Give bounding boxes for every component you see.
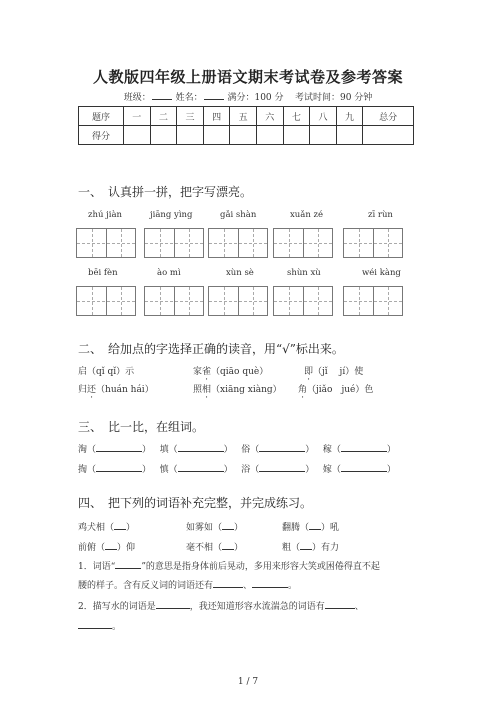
reading-options[interactable]: （jiǎo jué）色	[307, 385, 374, 395]
answer-blank[interactable]	[259, 442, 305, 452]
writing-box[interactable]	[76, 286, 136, 316]
answer-blank[interactable]	[222, 540, 234, 550]
answer-blank[interactable]	[115, 559, 141, 569]
answer-blank[interactable]	[114, 520, 126, 530]
question-text: 2．描写水的词语是	[78, 602, 156, 612]
dotted-char: 还	[87, 385, 97, 395]
question-text: 。	[112, 622, 122, 632]
answer-blank[interactable]	[105, 540, 117, 550]
question-1-line-1	[78, 559, 380, 572]
idiom-text: ）仰	[117, 543, 136, 553]
idiom-text: ）吼	[321, 523, 340, 533]
score-col-header: 六	[256, 107, 283, 126]
paren-close: ）	[386, 445, 396, 455]
idiom-text: ）	[234, 543, 244, 553]
pinyin: zhú jiàn	[88, 210, 123, 220]
class-blank	[152, 90, 172, 100]
section-instruction: 比一比，在组词。	[108, 420, 205, 434]
writing-box[interactable]	[273, 286, 333, 316]
idiom-item	[282, 540, 339, 553]
answer-blank[interactable]	[78, 619, 112, 629]
paren-close: ）	[386, 465, 396, 475]
score-col-header: 总分	[363, 107, 414, 126]
score-row-label: 得分	[79, 126, 124, 145]
score-col-header: 九	[336, 107, 363, 126]
score-col-header: 五	[230, 107, 257, 126]
idiom-text: ）有力	[312, 543, 340, 553]
score-cell[interactable]	[203, 126, 230, 145]
page-title: 人教版四年级上册语文期末考试卷及参考答案	[92, 68, 403, 86]
section-2-heading	[78, 340, 344, 357]
dotted-char: 相	[202, 385, 212, 395]
question-text: 、	[354, 602, 364, 612]
answer-blank[interactable]	[96, 442, 142, 452]
pinyin: wéi kàng	[362, 268, 401, 278]
idiom-text: 毫不相（	[186, 543, 223, 553]
exam-info	[0, 90, 496, 103]
score-col-header: 八	[310, 107, 337, 126]
char-label: 浴（	[241, 465, 260, 475]
name-blank	[204, 90, 224, 100]
full-score: 满分：100 分	[227, 93, 284, 103]
guide-line	[274, 301, 332, 302]
word-char: 归	[78, 385, 88, 395]
guide-line	[274, 243, 332, 244]
score-cell[interactable]	[336, 126, 363, 145]
question-1-line-2	[78, 578, 297, 591]
reading-item	[78, 364, 134, 377]
pinyin: ào mì	[157, 268, 181, 278]
score-table-score-row	[79, 126, 414, 145]
answer-blank[interactable]	[341, 462, 387, 472]
score-col-header: 三	[177, 107, 204, 126]
guide-line	[77, 243, 135, 244]
answer-blank[interactable]	[178, 462, 224, 472]
score-cell[interactable]	[150, 126, 177, 145]
section-number: 二、	[78, 342, 103, 356]
section-number: 一、	[78, 185, 103, 199]
section-number: 四、	[78, 496, 103, 510]
reading-options[interactable]: （jǐ jí）使	[313, 367, 364, 377]
question-2-line-1	[78, 599, 364, 612]
writing-box[interactable]	[76, 228, 136, 258]
paren-close: ）	[223, 465, 233, 475]
answer-blank[interactable]	[178, 442, 224, 452]
score-col-header: 题序	[79, 107, 124, 126]
idiom-item	[186, 520, 243, 533]
name-label: 姓名：	[175, 93, 203, 103]
pinyin: gǎi shàn	[220, 210, 257, 220]
writing-box[interactable]	[273, 228, 333, 258]
pinyin: shùn xù	[287, 268, 321, 278]
writing-box[interactable]	[343, 228, 403, 258]
answer-blank[interactable]	[325, 599, 355, 609]
exam-time: 考试时间：90 分钟	[294, 93, 373, 103]
class-label: 班级：	[123, 93, 151, 103]
section-1-heading	[78, 183, 252, 200]
score-cell[interactable]	[124, 126, 151, 145]
paren-close: ）	[305, 465, 315, 475]
idiom-item	[78, 520, 135, 533]
guide-line	[344, 301, 402, 302]
score-cell[interactable]	[310, 126, 337, 145]
pinyin: zī rùn	[368, 210, 393, 220]
question-text: 。	[288, 581, 298, 591]
question-text: ”的意思是指身体前后晃动，多用来形容大笑或困倦得直不起	[141, 562, 380, 572]
dotted-char: 即	[304, 367, 314, 377]
idiom-text: 翻腾（	[282, 523, 310, 533]
answer-blank[interactable]	[213, 578, 243, 588]
pinyin: bēi fèn	[88, 268, 118, 278]
answer-blank[interactable]	[156, 599, 190, 609]
paren-close: ）	[142, 445, 152, 455]
idiom-item	[186, 540, 243, 553]
writing-box[interactable]	[144, 286, 204, 316]
word-char: 家	[193, 367, 203, 377]
writing-box[interactable]	[343, 286, 403, 316]
score-col-header: 四	[203, 107, 230, 126]
idiom-text: ）	[126, 523, 136, 533]
guide-line	[77, 301, 135, 302]
char-label: 稼（	[322, 445, 341, 455]
word-building-row	[78, 442, 396, 455]
char-label: 掏（	[78, 465, 97, 475]
reading-item	[193, 382, 282, 395]
score-table	[78, 106, 414, 145]
question-text: ，我还知道形容水流湍急的词语有	[189, 602, 325, 612]
score-col-header: 二	[150, 107, 177, 126]
guide-line	[344, 243, 402, 244]
char-label: 淘（	[78, 445, 97, 455]
question-text: 、	[243, 581, 253, 591]
reading-options[interactable]: （huán hái）	[96, 385, 154, 395]
idiom-text: 如雾如（	[186, 523, 223, 533]
word-char: 启	[78, 367, 88, 377]
answer-blank[interactable]	[341, 442, 387, 452]
score-cell[interactable]	[177, 126, 204, 145]
idiom-text: 前俯（	[78, 543, 106, 553]
dotted-char: 角	[298, 385, 308, 395]
reading-options[interactable]: （qǐ qǐ）	[87, 367, 126, 377]
score-col-header: 七	[283, 107, 310, 126]
dotted-char: 雀	[202, 367, 212, 377]
answer-blank[interactable]	[309, 520, 321, 530]
answer-blank[interactable]	[222, 520, 234, 530]
paren-close: ）	[223, 445, 233, 455]
section-instruction: 给加点的字选择正确的读音，用“√”标出来。	[108, 342, 344, 356]
score-col-header: 一	[124, 107, 151, 126]
guide-line	[209, 301, 267, 302]
idiom-text: ）	[234, 523, 244, 533]
idiom-item	[78, 540, 135, 553]
section-4-heading	[78, 494, 312, 511]
page-number: 1 / 7	[237, 677, 259, 687]
question-2-line-2	[78, 619, 121, 632]
idiom-item	[282, 520, 339, 533]
reading-item	[193, 364, 268, 377]
answer-blank[interactable]	[300, 540, 312, 550]
writing-box[interactable]	[208, 228, 268, 258]
section-instruction: 把下列的词语补充完整，并完成练习。	[108, 496, 313, 510]
paren-close: ）	[305, 445, 315, 455]
answer-blank[interactable]	[96, 462, 142, 472]
writing-box[interactable]	[208, 286, 268, 316]
score-table-header-row	[79, 107, 414, 126]
question-text: 1．词语“	[78, 562, 116, 572]
section-3-heading	[78, 418, 204, 435]
reading-item	[304, 364, 363, 377]
answer-blank[interactable]	[252, 578, 288, 588]
guide-line	[209, 243, 267, 244]
char-label: 嫁（	[322, 465, 341, 475]
section-number: 三、	[78, 420, 103, 434]
word-char: 照	[193, 385, 203, 395]
question-text: 腰的样子。含有反义词的词语还有	[78, 581, 214, 591]
paren-close: ）	[142, 465, 152, 475]
section-instruction: 认真拼一拼，把字写漂亮。	[108, 185, 253, 199]
score-cell[interactable]	[363, 126, 414, 145]
reading-options[interactable]: （qiāo què）	[211, 367, 269, 377]
pinyin: xùn sè	[226, 268, 254, 278]
score-cell[interactable]	[256, 126, 283, 145]
word-building-row	[78, 462, 396, 475]
word-char: 示	[125, 367, 135, 377]
reading-item	[78, 382, 154, 395]
pinyin: xuǎn zé	[290, 210, 324, 220]
reading-item	[298, 382, 373, 395]
guide-line	[145, 243, 203, 244]
char-label: 慎（	[159, 465, 178, 475]
pinyin: jiāng yìng	[150, 210, 193, 220]
score-cell[interactable]	[283, 126, 310, 145]
guide-line	[145, 301, 203, 302]
char-label: 填（	[159, 445, 178, 455]
idiom-text: 鸡犬相（	[78, 523, 115, 533]
writing-box[interactable]	[144, 228, 204, 258]
reading-options[interactable]: （xiāng xiàng）	[211, 385, 282, 395]
idiom-text: 粗（	[282, 543, 301, 553]
score-cell[interactable]	[230, 126, 257, 145]
answer-blank[interactable]	[259, 462, 305, 472]
char-label: 俗（	[241, 445, 260, 455]
